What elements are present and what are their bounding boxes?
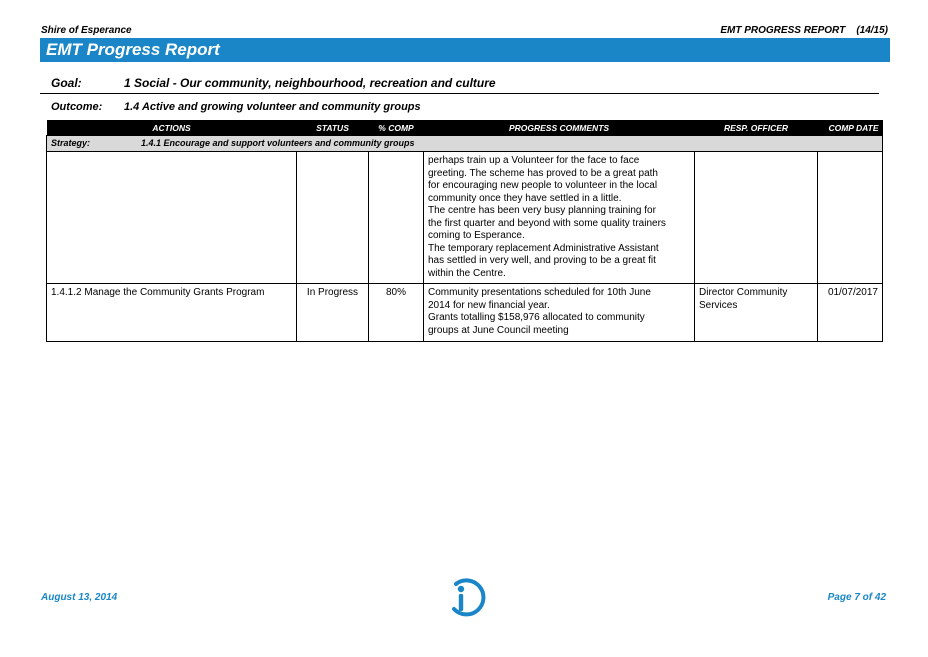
- col-header-comments: PROGRESS COMMENTS: [424, 120, 695, 136]
- actions-table: [46, 120, 883, 342]
- report-title: EMT PROGRESS REPORT: [720, 25, 846, 36]
- col-header-date: COMP DATE: [818, 120, 883, 136]
- officer-line: Services: [699, 299, 738, 311]
- col-header-actions: ACTIONS: [47, 120, 297, 136]
- report-header: [720, 25, 888, 36]
- officer-cell: [695, 152, 818, 284]
- outcome-label: Outcome:: [51, 101, 103, 113]
- action-cell: 1.4.1.2 Manage the Community Grants Program: [47, 284, 297, 342]
- table-row: [47, 152, 883, 284]
- strategy-cell: [47, 136, 883, 152]
- comment-line: coming to Esperance.: [428, 230, 525, 241]
- officer-cell: [695, 284, 818, 342]
- comp-cell: 80%: [369, 284, 424, 342]
- col-header-officer: RESP. OFFICER: [695, 120, 818, 136]
- comments-cell: [424, 284, 695, 342]
- comment-line: groups at June Council meeting: [428, 324, 569, 336]
- comment-line: the first quarter and beyond with some quality trainers: [428, 217, 666, 229]
- comment-line: Grants totalling $158,976 allocated to community: [428, 312, 645, 323]
- officer-line: Director Community: [699, 287, 788, 298]
- status-cell: In Progress: [297, 284, 369, 342]
- table-row: [47, 284, 883, 342]
- organisation-name: Shire of Esperance: [41, 25, 132, 36]
- date-cell: 01/07/2017: [818, 284, 883, 342]
- comment-line: The temporary replacement Administrative Assistant: [428, 242, 659, 254]
- goal-row: [51, 76, 496, 90]
- comment-line: The centre has been very busy planning training for: [428, 205, 656, 216]
- footer-date: August 13, 2014: [41, 592, 118, 603]
- status-cell: [297, 152, 369, 284]
- col-header-comp: % COMP: [369, 120, 424, 136]
- comments-cell: [424, 152, 695, 284]
- action-cell: [47, 152, 297, 284]
- col-header-status: STATUS: [297, 120, 369, 136]
- outcome-text: 1.4 Active and growing volunteer and community groups: [124, 101, 421, 113]
- goal-text: 1 Social - Our community, neighbourhood, recreation and culture: [124, 76, 496, 90]
- date-cell: [818, 152, 883, 284]
- comp-cell: [369, 152, 424, 284]
- table-header-row: [47, 120, 883, 136]
- strategy-text: 1.4.1 Encourage and support volunteers and community groups: [141, 138, 415, 148]
- title-banner: [40, 38, 890, 62]
- comment-line: within the Centre.: [428, 267, 506, 279]
- goal-label: Goal:: [51, 76, 82, 90]
- footer-page-number: Page 7 of 42: [827, 592, 886, 603]
- report-pages: (14/15): [856, 25, 888, 36]
- comment-line: perhaps train up a Volunteer for the face to face: [428, 155, 640, 166]
- comment-line: Community presentations scheduled for 10th June: [428, 287, 651, 298]
- banner-title: EMT Progress Report: [46, 40, 220, 59]
- comment-line: greeting. The scheme has proved to be a great path: [428, 167, 658, 179]
- outcome-row: [51, 101, 421, 113]
- comment-line: 2014 for new financial year.: [428, 299, 550, 311]
- strategy-label: Strategy:: [51, 138, 91, 148]
- goal-divider: [40, 93, 879, 94]
- comment-line: for encouraging new people to volunteer in the local: [428, 180, 658, 191]
- strategy-row: [47, 136, 883, 152]
- comment-line: has settled in very well, and proving to be a great fit: [428, 255, 656, 266]
- comment-line: community once they have settled in a little.: [428, 192, 622, 204]
- info-logo-icon: [442, 578, 488, 618]
